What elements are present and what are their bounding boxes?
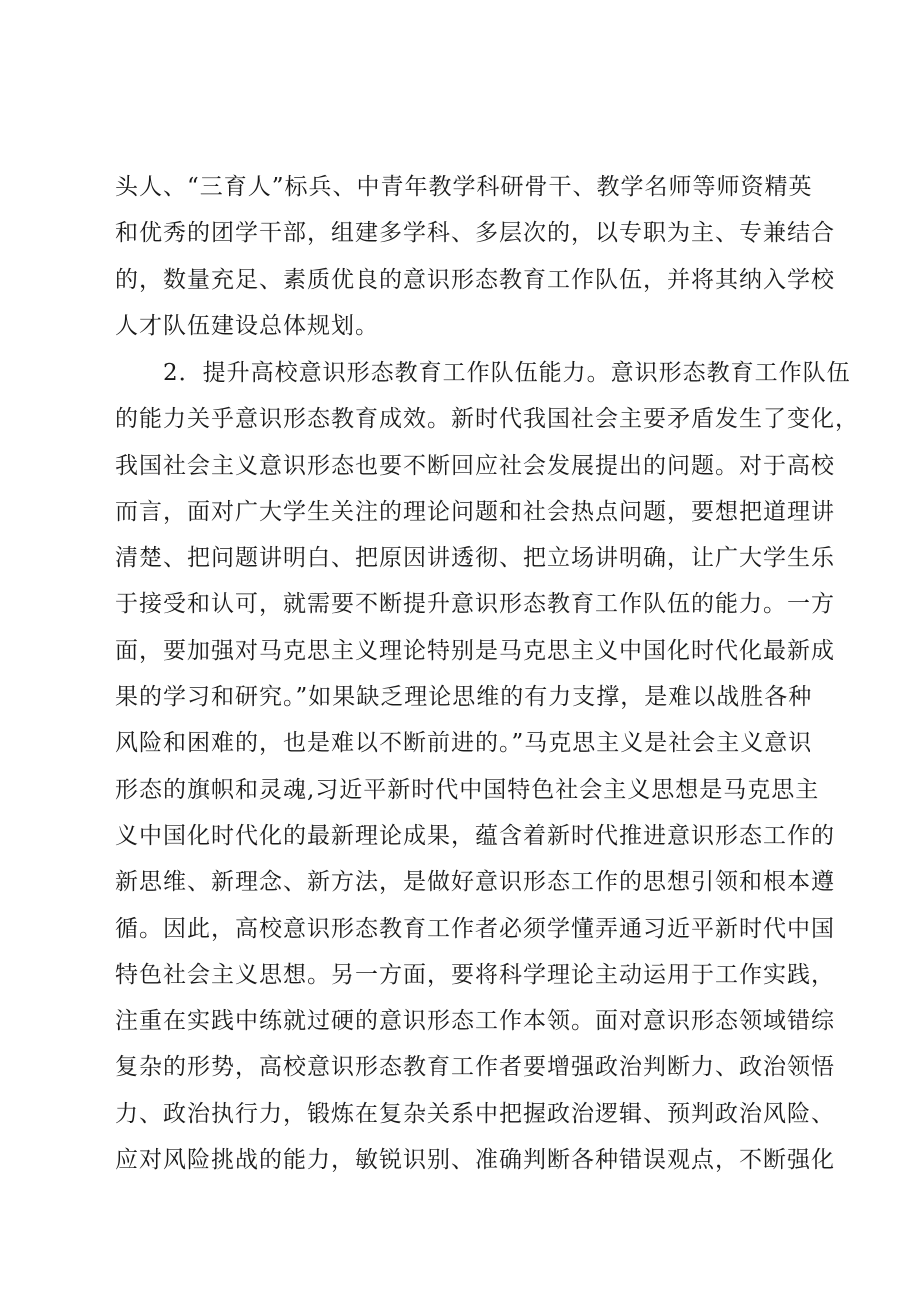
paragraph-line: 头人、“三育人”标兵、中青年教学科研骨干、教学名师等师资精英 [115, 174, 813, 200]
paragraph-line: 形态的旗帜和灵魂,习近平新时代中国特色社会主义思想是马克思主 [115, 776, 820, 803]
paragraph-line: 我国社会主义意识形态也要不断回应社会发展提出的问题。对于高校 [115, 452, 835, 479]
paragraph-line: 复杂的形势，高校意识形态教育工作者要增强政治判断力、政治领悟 [115, 1054, 835, 1081]
paragraph-line: 清楚、把问题讲明白、把原因讲透彻、把立场讲明确，让广大学生乐 [115, 545, 835, 572]
paragraph-line: 义中国化时代化的最新理论成果，蕴含着新时代推进意识形态工作的 [115, 822, 835, 849]
paragraph-line: 力、政治执行力，锻炼在复杂关系中把握政治逻辑、预判政治风险、 [115, 1100, 835, 1127]
paragraph-line: 果的学习和研究。”如果缺乏理论思维的有力支撑，是难以战胜各种 [115, 684, 813, 711]
paragraph-line: 于接受和认可，就需要不断提升意识形态教育工作队伍的能力。一方 [115, 591, 835, 618]
paragraph-line: 注重在实践中练就过硬的意识形态工作本领。面对意识形态领域错综 [115, 1008, 835, 1035]
paragraph-line: 风险和困难的，也是难以不断前进的。”马克思主义是社会主义意识 [115, 730, 813, 757]
paragraph-line: 应对风险挑战的能力，敏锐识别、准确判断各种错误观点，不断强化 [115, 1147, 835, 1174]
paragraph-section-2 [115, 350, 859, 1183]
paragraph-line: 循。因此，高校意识形态教育工作者必须学懂弄通习近平新时代中国 [115, 915, 835, 942]
paragraph-line: 人才队伍建设总体规划。 [115, 312, 379, 339]
paragraph-continuation [115, 164, 835, 349]
paragraph-line: 而言，面对广大学生关注的理论问题和社会热点问题，要想把道理讲 [115, 498, 835, 525]
paragraph-line: 的，数量充足、素质优良的意识形态教育工作队伍，并将其纳入学校 [115, 266, 835, 293]
paragraph-line: 面，要加强对马克思主义理论特别是马克思主义中国化时代化最新成 [115, 637, 835, 664]
paragraph-line: 2．提升高校意识形态教育工作队伍能力。意识形态教育工作队伍 [115, 360, 851, 386]
paragraph-line: 的能力关乎意识形态教育成效。新时代我国社会主要矛盾发生了变化， [115, 406, 859, 433]
paragraph-line: 特色社会主义思想。另一方面，要将科学理论主动运用于工作实践， [115, 961, 835, 988]
paragraph-line: 新思维、新理念、新方法，是做好意识形态工作的思想引领和根本遵 [115, 869, 835, 896]
paragraph-line: 和优秀的团学干部，组建多学科、多层次的，以专职为主、专兼结合 [115, 220, 835, 247]
